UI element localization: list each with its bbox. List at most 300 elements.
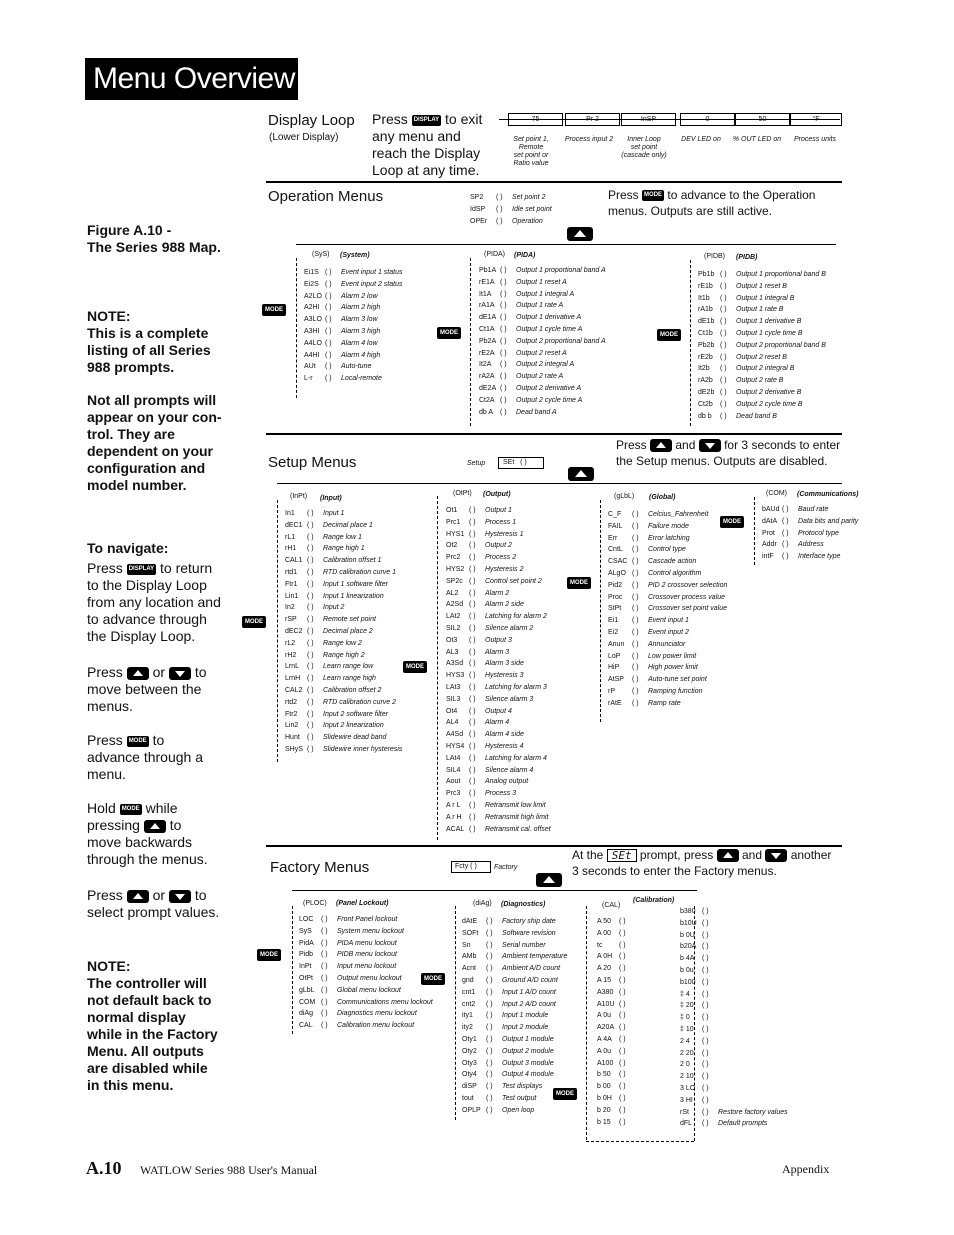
mode-key-icon: MODE bbox=[403, 661, 427, 673]
prompt-value: ( ) bbox=[469, 648, 476, 656]
prompt-code: In2 bbox=[285, 604, 295, 612]
prompt-description: Alarm 2 bbox=[485, 589, 510, 597]
mode-key-icon: MODE bbox=[642, 190, 664, 201]
prompt-value: ( ) bbox=[702, 1061, 709, 1069]
list-item bbox=[304, 326, 402, 338]
prompt-code: ALgO bbox=[608, 569, 626, 577]
list-item bbox=[597, 928, 635, 940]
prompt-code: Pid2 bbox=[608, 581, 623, 589]
list-item bbox=[446, 682, 551, 694]
prompt-description: Baud rate bbox=[798, 506, 829, 513]
prompt-code: rE1A bbox=[479, 278, 495, 286]
prompt-value: ( ) bbox=[325, 327, 332, 335]
prompt-value: ( ) bbox=[619, 1118, 626, 1126]
section-name: Appendix bbox=[782, 1162, 830, 1176]
prompt-value: ( ) bbox=[469, 624, 476, 632]
prompt-description: Hysteresis 1 bbox=[485, 530, 524, 538]
list-item bbox=[608, 509, 727, 521]
list-item bbox=[285, 638, 402, 650]
prompt-code: SyS bbox=[299, 927, 312, 935]
prompt-code: 2 10 bbox=[680, 1073, 694, 1081]
pidb-connector bbox=[690, 260, 691, 426]
down-arrow-icon bbox=[699, 439, 721, 452]
prompt-value: ( ) bbox=[469, 589, 476, 597]
prompt-value: ( ) bbox=[632, 676, 639, 684]
prompt-value: ( ) bbox=[720, 400, 727, 408]
list-item bbox=[479, 277, 606, 289]
prompt-description: RTD calibration curve 1 bbox=[323, 568, 397, 576]
list-item bbox=[285, 626, 402, 638]
global-menu-list bbox=[608, 509, 727, 710]
prompt-value: ( ) bbox=[486, 1106, 493, 1114]
prompt-value: ( ) bbox=[307, 639, 314, 647]
list-item bbox=[304, 350, 402, 362]
prompt-value: ( ) bbox=[469, 754, 476, 762]
list-item bbox=[285, 591, 402, 603]
prompt-code: LAt3 bbox=[446, 683, 461, 691]
prompt-code: Ei2S bbox=[304, 280, 319, 288]
prompt-code: b 4A bbox=[680, 955, 695, 963]
prompt-value: ( ) bbox=[619, 941, 626, 949]
list-item bbox=[299, 926, 433, 938]
prompt-description: Latching for alarm 4 bbox=[485, 754, 547, 762]
list-item bbox=[680, 1107, 788, 1119]
prompt-value: ( ) bbox=[469, 825, 476, 833]
list-item bbox=[446, 529, 551, 541]
prompt-value: ( ) bbox=[307, 698, 314, 706]
system-menu-list bbox=[304, 267, 402, 385]
input-code: (InPt) bbox=[290, 493, 308, 500]
prompt-description: Silence alarm 2 bbox=[485, 624, 534, 632]
prompt-description: Input 1 linearization bbox=[323, 592, 384, 600]
input-menu-list bbox=[285, 508, 402, 756]
down-arrow-icon bbox=[169, 890, 191, 903]
prompt-value: ( ) bbox=[307, 745, 314, 753]
list-item bbox=[479, 336, 606, 348]
prompt-code: A 15 bbox=[597, 976, 612, 984]
section-divider bbox=[266, 433, 842, 435]
prompt-value: ( ) bbox=[486, 1012, 493, 1020]
prompt-value: ( ) bbox=[469, 790, 476, 798]
prompt-value: ( ) bbox=[632, 628, 639, 636]
mode-key-icon: MODE bbox=[127, 736, 149, 747]
prompt-code: b 15 bbox=[597, 1118, 611, 1126]
display-loop-subtitle: (Lower Display) bbox=[269, 132, 339, 143]
setup-menus-title: Setup Menus bbox=[268, 454, 357, 471]
prompt-code: HYS1 bbox=[446, 530, 465, 538]
prompt-value: ( ) bbox=[702, 919, 709, 927]
prompt-code: A 0u bbox=[597, 1012, 612, 1020]
pidb-name: (PIDB) bbox=[736, 254, 758, 261]
list-item bbox=[762, 528, 858, 540]
prompt-description: Calibration menu lockout bbox=[337, 1022, 415, 1030]
list-item bbox=[479, 395, 606, 407]
prompt-value: ( ) bbox=[720, 412, 727, 420]
prompt-value: ( ) bbox=[469, 742, 476, 750]
prompt-description: Annunciator bbox=[648, 640, 686, 648]
pidb-menu-list bbox=[698, 269, 826, 422]
up-arrow-icon bbox=[127, 890, 149, 903]
list-item bbox=[446, 505, 551, 517]
list-item bbox=[462, 1105, 567, 1117]
list-item bbox=[446, 788, 551, 800]
prompt-description: Output 1 integral A bbox=[516, 290, 575, 298]
system-name: (System) bbox=[340, 252, 370, 259]
list-item bbox=[698, 352, 826, 364]
list-item bbox=[299, 914, 433, 926]
prompt-code: Err bbox=[608, 534, 618, 542]
prompt-value: ( ) bbox=[469, 801, 476, 809]
prompt-code: diSP bbox=[462, 1083, 477, 1091]
prompt-code: b100 bbox=[680, 978, 696, 986]
prompt-value: ( ) bbox=[702, 966, 709, 974]
prompt-value: ( ) bbox=[321, 1010, 328, 1018]
list-item bbox=[597, 1081, 635, 1093]
prompt-description: Control set point 2 bbox=[485, 577, 542, 585]
prompt-description: Learn range low bbox=[323, 663, 374, 671]
prompt-code: Oty1 bbox=[462, 1035, 477, 1043]
list-item bbox=[285, 685, 402, 697]
prompt-description: Process 1 bbox=[485, 518, 517, 526]
list-item bbox=[304, 291, 402, 303]
prompt-value: ( ) bbox=[619, 1059, 626, 1067]
page-title: Menu Overview bbox=[85, 58, 298, 100]
list-item bbox=[446, 540, 551, 552]
prompt-code: Ei2 bbox=[608, 628, 619, 636]
system-code: (SyS) bbox=[312, 251, 330, 258]
prompt-code: Pb2b bbox=[698, 341, 715, 349]
list-item bbox=[446, 588, 551, 600]
prompt-value: ( ) bbox=[632, 581, 639, 589]
cal-menu-list-right bbox=[680, 906, 788, 1130]
prompt-description: Input 2 linearization bbox=[323, 722, 384, 730]
prompt-description: Low power limit bbox=[648, 652, 697, 660]
prompt-value: ( ) bbox=[782, 553, 789, 561]
prompt-code: HYS4 bbox=[446, 742, 465, 750]
prompt-description: Control type bbox=[648, 546, 686, 554]
prompt-description: Input 2 module bbox=[502, 1024, 549, 1032]
setup-bus-line bbox=[277, 483, 842, 484]
prompt-value: ( ) bbox=[619, 1024, 626, 1032]
prompt-value: ( ) bbox=[486, 918, 493, 925]
list-item bbox=[462, 928, 567, 940]
prompt-code: bAUd bbox=[762, 506, 780, 513]
prompt-value: ( ) bbox=[469, 565, 476, 573]
prompt-value: ( ) bbox=[720, 318, 727, 326]
prompt-description: Auto-tune set point bbox=[648, 676, 707, 684]
prompt-code: SIL4 bbox=[446, 766, 461, 774]
list-item bbox=[462, 975, 567, 987]
list-item bbox=[462, 1010, 567, 1022]
prompt-code: Pidb bbox=[299, 951, 314, 959]
list-item bbox=[462, 940, 567, 952]
prompt-value: ( ) bbox=[469, 660, 476, 668]
prompt-description: Input 2 bbox=[323, 604, 345, 612]
prompt-value: ( ) bbox=[325, 316, 332, 324]
prompt-value: ( ) bbox=[782, 517, 789, 525]
prompt-description: Input 1 A/D count bbox=[502, 988, 556, 996]
prompt-description: PIDB menu lockout bbox=[337, 951, 397, 959]
prompt-description: System menu lockout bbox=[337, 927, 404, 935]
prompt-code: A380 bbox=[597, 988, 614, 996]
prompt-code: Ot2 bbox=[446, 542, 458, 550]
prompt-value: ( ) bbox=[469, 813, 476, 821]
prompt-value: ( ) bbox=[619, 1083, 626, 1091]
prompt-value: ( ) bbox=[500, 408, 507, 416]
prompt-value: ( ) bbox=[307, 663, 314, 671]
prompt-value: ( ) bbox=[486, 1035, 493, 1043]
prompt-description: Alarm 4 bbox=[485, 719, 510, 727]
prompt-description: Event input 2 status bbox=[341, 280, 403, 288]
mode-key-icon: MODE bbox=[257, 949, 281, 961]
list-item bbox=[608, 592, 727, 604]
display-box-dev: 0 bbox=[680, 113, 735, 126]
prompt-code: A 00 bbox=[597, 929, 612, 937]
caption-out: % OUT LED on bbox=[732, 136, 782, 143]
prompt-code: b 50 bbox=[597, 1071, 611, 1079]
prompt-description: Calibration offset 1 bbox=[323, 557, 382, 565]
prompt-code: SP2c bbox=[446, 577, 463, 585]
prompt-code: A10U bbox=[597, 1000, 615, 1008]
mode-key-icon: MODE bbox=[437, 327, 461, 339]
prompt-value: ( ) bbox=[486, 1059, 493, 1067]
list-item bbox=[680, 953, 788, 965]
prompt-code: b380 bbox=[680, 908, 696, 915]
up-arrow-icon bbox=[567, 227, 593, 241]
prompt-description: Ramping function bbox=[648, 687, 703, 695]
list-item bbox=[680, 965, 788, 977]
prompt-value: ( ) bbox=[632, 640, 639, 648]
list-item bbox=[304, 373, 402, 385]
prompt-value: ( ) bbox=[632, 546, 639, 554]
prompt-value: ( ) bbox=[307, 521, 314, 529]
up-arrow-icon bbox=[650, 439, 672, 452]
list-item bbox=[680, 977, 788, 989]
prompt-description: Output 1 integral B bbox=[736, 294, 795, 302]
list-item bbox=[479, 300, 606, 312]
list-item bbox=[479, 265, 606, 277]
prompt-code: HiP bbox=[608, 664, 620, 672]
prompt-value: ( ) bbox=[619, 976, 626, 984]
list-item bbox=[608, 544, 727, 556]
prompt-description: Input 1 module bbox=[502, 1012, 549, 1020]
prompt-value: ( ) bbox=[486, 965, 493, 973]
prompt-value: ( ) bbox=[469, 577, 476, 585]
list-item bbox=[446, 647, 551, 659]
prompt-description: Range low 1 bbox=[323, 533, 362, 541]
setup-instructions: Press and for 3 seconds to enter the Setup menus. Outputs are disabled. bbox=[616, 438, 841, 468]
prompt-code: StPt bbox=[608, 605, 622, 613]
comm-name: (Communications) bbox=[797, 491, 859, 498]
nav-select-values: Press or to select prompt values. bbox=[87, 887, 220, 920]
prompt-description: Slidewire inner hysteresis bbox=[323, 745, 403, 753]
factory-menus-title: Factory Menus bbox=[270, 859, 370, 876]
mode-key-icon: MODE bbox=[421, 973, 445, 985]
global-name: (Global) bbox=[649, 494, 676, 501]
prompt-code: Sn bbox=[462, 941, 471, 949]
prompt-value: ( ) bbox=[469, 636, 476, 644]
prompt-description: Output 2 module bbox=[502, 1047, 554, 1055]
prompt-code: Pb2A bbox=[479, 337, 497, 345]
prompt-value: ( ) bbox=[720, 306, 727, 314]
prompt-value: ( ) bbox=[486, 1094, 493, 1102]
prompt-value: ( ) bbox=[720, 282, 727, 290]
prompt-description: Decimal place 1 bbox=[323, 521, 373, 529]
prompt-description: Output 2 derivative A bbox=[516, 384, 582, 392]
prompt-code: Prc1 bbox=[446, 518, 461, 526]
list-item bbox=[608, 627, 727, 639]
list-item bbox=[698, 375, 826, 387]
prompt-code: Ct1b bbox=[698, 329, 713, 337]
list-item bbox=[680, 1000, 788, 1012]
prompt-code: ity1 bbox=[462, 1012, 473, 1020]
operation-menus-title: Operation Menus bbox=[268, 188, 384, 205]
input-name: (Input) bbox=[320, 495, 342, 502]
prompt-value: ( ) bbox=[486, 1047, 493, 1055]
prompt-value: ( ) bbox=[702, 1120, 709, 1128]
list-item bbox=[698, 340, 826, 352]
caption-setpoint: Set point 1, Remote set point or Ratio value bbox=[513, 136, 549, 167]
list-item bbox=[446, 552, 551, 564]
prompt-value: ( ) bbox=[702, 1025, 709, 1033]
prompt-value: ( ) bbox=[307, 510, 314, 517]
display-box-out: 50 bbox=[735, 113, 790, 126]
list-item bbox=[479, 359, 606, 371]
prompt-value: ( ) bbox=[702, 1084, 709, 1092]
prompt-code: A2HI bbox=[304, 304, 320, 312]
prompt-code: rAtE bbox=[608, 699, 622, 707]
prompt-value: ( ) bbox=[486, 1071, 493, 1079]
prompt-code: b 0u bbox=[680, 966, 694, 974]
list-item bbox=[462, 1022, 567, 1034]
prompt-description: Analog output bbox=[485, 778, 529, 786]
list-item bbox=[680, 906, 788, 918]
pida-connector bbox=[470, 258, 471, 426]
prompt-code: rE2A bbox=[479, 349, 495, 357]
list-item bbox=[608, 568, 727, 580]
prompt-code: SIL3 bbox=[446, 695, 461, 703]
prompt-description: Output 2 integral B bbox=[736, 365, 795, 373]
prompt-description: Input menu lockout bbox=[337, 963, 397, 971]
prompt-description: RTD calibration curve 2 bbox=[323, 698, 397, 706]
list-item bbox=[680, 941, 788, 953]
prompt-description: Output 1 reset B bbox=[736, 282, 787, 290]
list-item bbox=[698, 411, 826, 423]
list-item bbox=[446, 824, 551, 836]
prompt-value: ( ) bbox=[321, 951, 328, 959]
prompt-description: Celcius_Fahrenheit bbox=[648, 511, 709, 518]
list-item bbox=[479, 371, 606, 383]
list-item bbox=[446, 776, 551, 788]
note-prompts-dependent: Not all prompts will appear on your con- trol. They are dependent on your configuration and model number. bbox=[87, 392, 222, 493]
prompt-value: ( ) bbox=[500, 278, 507, 286]
prompt-code: Ot3 bbox=[446, 636, 458, 644]
ploc-name: (Panel Lockout) bbox=[336, 900, 389, 907]
prompt-value: ( ) bbox=[486, 988, 493, 996]
prompt-code: LAt2 bbox=[446, 613, 461, 621]
prompt-description: Test displays bbox=[502, 1083, 543, 1091]
prompt-description: Hysteresis 2 bbox=[485, 565, 524, 573]
prompt-description: Alarm 3 high bbox=[341, 327, 381, 335]
prompt-description: Output 2 proportional band B bbox=[736, 341, 826, 349]
prompt-value: ( ) bbox=[632, 558, 639, 566]
prompt-code: rA1b bbox=[698, 306, 713, 314]
prompt-code: A2LO bbox=[304, 292, 322, 300]
prompt-code: OtPt bbox=[299, 974, 314, 982]
nav-mode-advance: Press MODE to advance through a menu. bbox=[87, 732, 203, 782]
prompt-code: InPt bbox=[299, 963, 312, 971]
prompt-value: ( ) bbox=[307, 568, 314, 576]
comm-connector bbox=[754, 497, 755, 565]
prompt-value: ( ) bbox=[702, 1049, 709, 1057]
list-item bbox=[698, 293, 826, 305]
prompt-code: A 50 bbox=[597, 918, 612, 925]
caption-inner-loop: Inner Loop set point (cascade only) bbox=[621, 136, 667, 159]
list-item bbox=[608, 615, 727, 627]
prompt-description: Range high 2 bbox=[323, 651, 365, 659]
prompt-code: rA2b bbox=[698, 377, 713, 385]
operation-entry-list bbox=[470, 192, 552, 227]
figure-caption: Figure A.10 - The Series 988 Map. bbox=[87, 222, 221, 255]
prompt-value: ( ) bbox=[486, 1083, 493, 1091]
list-item bbox=[680, 1095, 788, 1107]
down-arrow-icon bbox=[765, 849, 787, 862]
prompt-code: AMb bbox=[462, 953, 477, 961]
prompt-value: ( ) bbox=[702, 931, 709, 939]
list-item bbox=[462, 963, 567, 975]
list-item bbox=[446, 623, 551, 635]
comm-code: (COM) bbox=[766, 490, 787, 497]
prompt-code: HYS3 bbox=[446, 672, 465, 680]
list-item bbox=[446, 800, 551, 812]
prompt-code: b 00 bbox=[597, 1083, 611, 1091]
prompt-code: SIL2 bbox=[446, 624, 461, 632]
prompt-description: PIDA menu lockout bbox=[337, 939, 397, 947]
prompt-value: ( ) bbox=[325, 304, 332, 312]
prompt-value: ( ) bbox=[632, 534, 639, 542]
mode-key-icon: MODE bbox=[567, 577, 591, 589]
prompt-description: Alarm 2 side bbox=[485, 601, 524, 609]
prompt-code: It1b bbox=[698, 294, 710, 302]
list-item bbox=[597, 975, 635, 987]
prompt-description: Output 1 rate B bbox=[736, 306, 784, 314]
prompt-description: Output 2 bbox=[485, 542, 512, 550]
prompt-value: ( ) bbox=[307, 557, 314, 565]
prompt-code: Prot bbox=[762, 529, 775, 537]
prompt-code: A 20 bbox=[597, 965, 612, 973]
prompt-description: Alarm 4 high bbox=[341, 351, 381, 359]
prompt-value: ( ) bbox=[325, 375, 332, 383]
list-item bbox=[698, 269, 826, 281]
prompt-description: Process 2 bbox=[485, 554, 517, 562]
prompt-code: SOFt bbox=[462, 929, 479, 937]
list-item bbox=[680, 918, 788, 930]
list-item bbox=[479, 348, 606, 360]
prompt-value: ( ) bbox=[619, 1012, 626, 1020]
mode-key-icon: MODE bbox=[553, 1088, 577, 1100]
prompt-code: HYS2 bbox=[446, 565, 465, 573]
prompt-value: ( ) bbox=[720, 341, 727, 349]
prompt-code: C_F bbox=[608, 511, 622, 518]
list-item bbox=[299, 949, 433, 961]
prompt-description: Output 1 module bbox=[502, 1035, 554, 1043]
prompt-code: rL2 bbox=[285, 639, 296, 647]
prompt-value: ( ) bbox=[486, 941, 493, 949]
prompt-description: Silence alarm 4 bbox=[485, 766, 534, 774]
list-item bbox=[680, 1036, 788, 1048]
prompt-code: rSt bbox=[680, 1108, 689, 1116]
prompt-value: ( ) bbox=[307, 710, 314, 718]
